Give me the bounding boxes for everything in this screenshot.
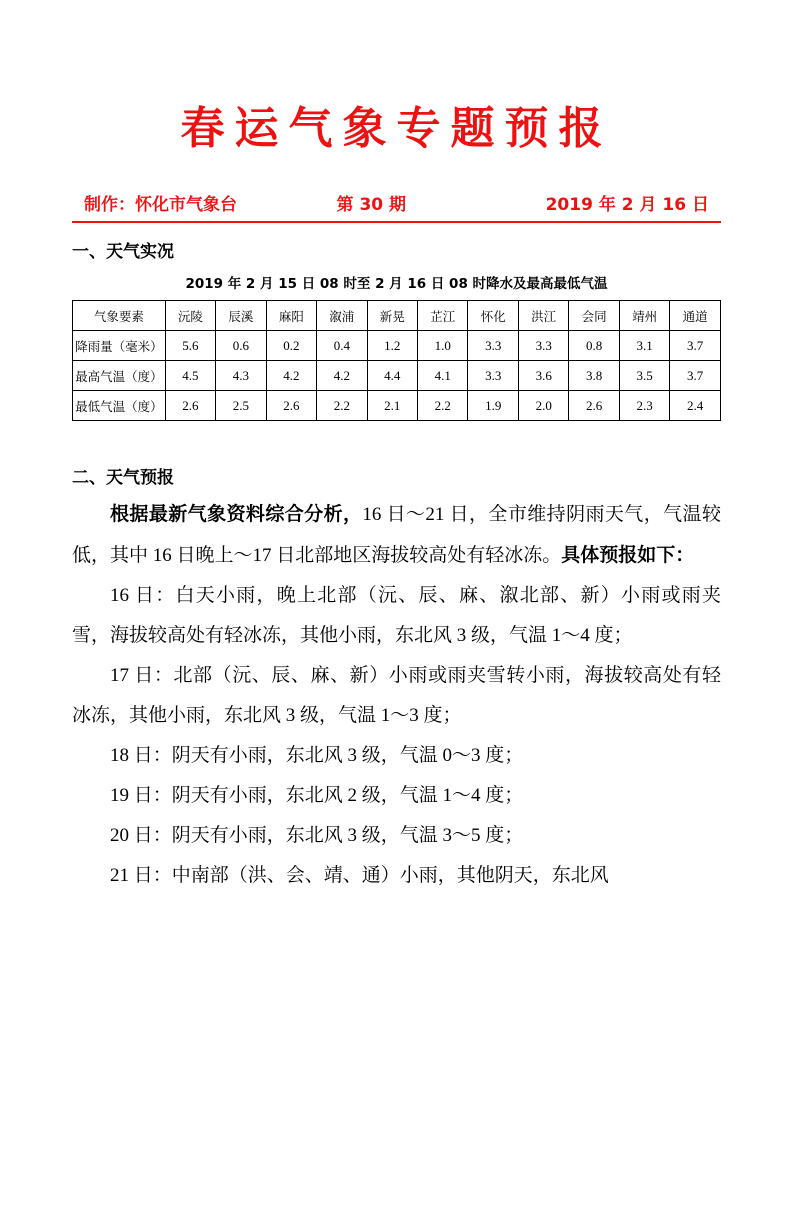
section-heading-weather-forecast: 二、天气预报 [72,468,174,488]
section-weather-forecast [72,463,721,896]
forecast-day-18: 18 日：阴天有小雨，东北风 3 级，气温 0～3 度； [110,745,524,766]
table-cell: 3.5 [619,361,669,391]
table-cell: 0.8 [569,331,619,361]
forecast-summary-text: 16 日～21 日，全市维持阴雨天气，气温较低，其中 16 日晚上～17 日北部地区海拔较高处有轻冰冻。 [72,504,721,566]
table-cell: 2.2 [317,391,367,421]
table-cell: 3.1 [619,331,669,361]
page-title: 春运气象专题预报 [180,103,613,154]
table-cell: 4.2 [266,361,316,391]
forecast-day-20: 20 日：阴天有小雨，东北风 3 级，气温 3～5 度； [110,825,524,846]
table-cell: 3.7 [670,361,721,391]
forecast-summary-paragraph [72,494,721,576]
table-cell: 4.3 [216,361,266,391]
table-cell: 3.7 [670,331,721,361]
table-cell: 1.0 [418,331,468,361]
table-cell: 3.6 [518,361,568,391]
table-cell: 0.4 [317,331,367,361]
table-cell: 2.6 [165,391,215,421]
header-divider [72,221,721,223]
table-row-label: 最高气温（度） [73,361,166,391]
table-row-label: 最低气温（度） [73,391,166,421]
table-cell: 2.3 [619,391,669,421]
table-cell: 3.8 [569,361,619,391]
table-cell: 2.5 [216,391,266,421]
table-caption: 2019 年 2 月 15 日 08 时至 2 月 16 日 08 时降水及最高最低气温 [185,276,608,292]
table-column-header: 溆浦 [317,301,367,331]
table-cell: 4.5 [165,361,215,391]
table-cell: 4.4 [367,361,417,391]
forecast-summary-tail: 具体预报如下： [561,544,695,566]
table-cell: 1.9 [468,391,518,421]
table-cell: 3.3 [518,331,568,361]
table-column-header: 芷江 [418,301,468,331]
table-cell: 2.1 [367,391,417,421]
table-column-header: 辰溪 [216,301,266,331]
section-heading-weather-observation: 一、天气实况 [72,242,174,262]
table-cell: 1.2 [367,331,417,361]
table-column-header: 通道 [670,301,721,331]
table-column-header: 麻阳 [266,301,316,331]
table-cell: 2.6 [266,391,316,421]
forecast-day-19: 19 日：阴天有小雨，东北风 2 级，气温 1～4 度； [110,785,524,806]
forecast-day-16: 16 日：白天小雨，晚上北部（沅、辰、麻、溆北部、新）小雨或雨夹雪，海拔较高处有轻冰冻，其他小雨，东北风 3 级，气温 1～4 度； [72,585,721,646]
table-column-header: 洪江 [518,301,568,331]
table-column-header: 靖州 [619,301,669,331]
header-date: 2019 年 2 月 16 日 [545,195,709,215]
header-maker: 制作：怀化市气象台 [84,195,237,215]
table-header-row [73,301,721,331]
table-row [73,391,721,421]
table-row [73,331,721,361]
table-column-header: 新晃 [367,301,417,331]
forecast-day-17: 17 日：北部（沅、辰、麻、新）小雨或雨夹雪转小雨，海拔较高处有轻冰冻，其他小雨，东北风 3 级，气温 1～3 度； [72,665,721,726]
table-row-label: 降雨量（毫米） [73,331,166,361]
observation-table [72,300,721,421]
table-cell: 5.6 [165,331,215,361]
table-cell: 3.3 [468,361,518,391]
document-header-line [72,190,721,221]
document-page [0,92,793,1214]
forecast-day-21: 21 日：中南部（洪、会、靖、通）小雨，其他阴天，东北风 [110,865,609,886]
table-cell: 2.4 [670,391,721,421]
observation-table-wrap [72,300,721,421]
table-column-header: 会同 [569,301,619,331]
table-column-header: 怀化 [468,301,518,331]
header-issue-number: 第 30 期 [336,195,407,215]
forecast-summary-lead: 根据最新气象资料综合分析， [110,503,363,525]
table-column-header: 沅陵 [165,301,215,331]
table-cell: 0.2 [266,331,316,361]
table-cell: 4.1 [418,361,468,391]
table-cell: 2.6 [569,391,619,421]
table-column-header: 气象要素 [73,301,166,331]
table-cell: 2.0 [518,391,568,421]
table-cell: 3.3 [468,331,518,361]
table-row [73,361,721,391]
table-cell: 2.2 [418,391,468,421]
table-cell: 4.2 [317,361,367,391]
table-cell: 0.6 [216,331,266,361]
